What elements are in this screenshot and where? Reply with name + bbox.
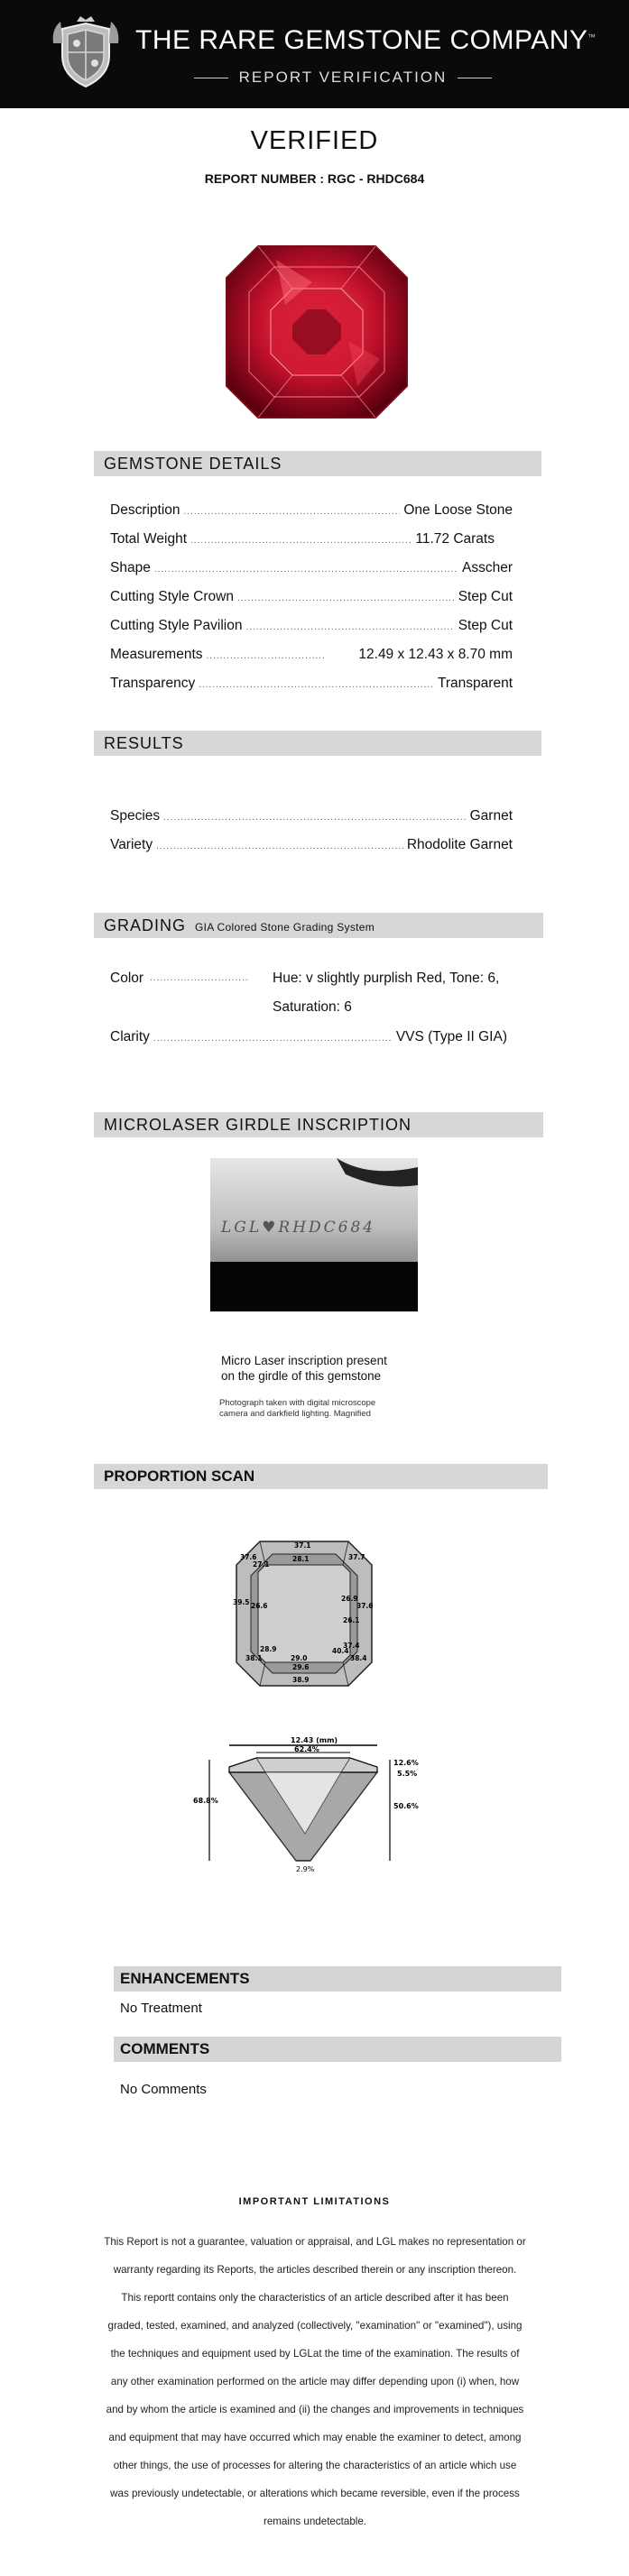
detail-value: Step Cut [458,618,513,633]
profile-width-label: 12.43 (mm) [291,1736,338,1744]
profile-proportion-diagram [193,1734,428,1874]
detail-value: Asscher [462,560,513,575]
detail-row-description [110,502,513,522]
microlaser-inscription-heading: MICROLASER GIRDLE INSCRIPTION [94,1112,543,1137]
crown-label: 37.6 [240,1553,257,1561]
report-verification-subtitle [194,69,492,87]
result-value: Garnet [469,808,513,823]
girdle-inscription-photo [210,1158,418,1311]
detail-label: Total Weight [110,531,188,547]
result-row-variety [110,837,513,857]
detail-value: 11.72 Carats [415,531,495,547]
crown-label: 38.9 [292,1676,310,1684]
detail-value: 12.49 x 12.43 x 8.70 mm [358,647,513,662]
result-label: Species [110,808,161,823]
company-name: THE RARE GEMSTONE COMPANY [135,25,588,55]
detail-row-transparency [110,676,513,695]
photo-note-line2: camera and darkfield lighting. Magnified [219,1409,371,1419]
photo-note-line1: Photograph taken with digital microscope [219,1398,376,1408]
grading-clarity-value: VVS (Type II GIA) [395,1029,507,1044]
crown-label: 40.4 [332,1647,349,1655]
crown-label: 26.6 [251,1602,268,1610]
detail-value: Step Cut [458,589,513,604]
detail-label: Cutting Style Pavilion [110,618,243,633]
detail-row-total-weight [110,531,513,551]
profile-crown-height-label: 12.6% [393,1759,419,1767]
enhancements-heading: ENHANCEMENTS [114,1966,561,1992]
trademark-symbol: ™ [587,32,596,41]
detail-row-measurements [110,647,513,667]
profile-table-label: 62.4% [294,1745,319,1753]
crown-label: 39.5 [233,1598,250,1606]
photo-note [219,1398,454,1420]
crown-label: 27.1 [253,1560,270,1569]
grading-system-name: GIA Colored Stone Grading System [195,921,375,934]
detail-label: Measurements [110,647,203,662]
subtitle-text: REPORT VERIFICATION [238,69,448,86]
crown-label: 26.9 [341,1595,358,1603]
crown-label: 26.1 [343,1616,360,1624]
detail-label: Shape [110,560,151,575]
detail-value: One Loose Stone [403,502,513,518]
grading-color-label: Color [110,971,144,986]
gemstone-photo [222,242,412,422]
header-band [0,0,629,108]
comments-value: No Comments [120,2082,207,2097]
detail-label: Cutting Style Crown [110,589,234,604]
crown-label: 29.6 [292,1663,310,1671]
detail-label: Description [110,502,180,518]
crown-label: 37.1 [294,1541,311,1550]
grading-color-value: Hue: v slightly purplish Red, Tone: 6, Saturation: 6 [273,971,500,1015]
crown-label: 38.1 [245,1654,263,1662]
profile-girdle-label: 5.5% [397,1770,418,1778]
inscription-caption [221,1353,447,1384]
inscription-caption-line2: on the girdle of this gemstone [221,1369,382,1383]
crown-label: 29.0 [291,1654,308,1662]
comments-heading: COMMENTS [114,2037,561,2062]
results-heading: RESULTS [94,731,541,756]
crown-label: 37.6 [356,1602,374,1610]
enhancements-value: No Treatment [120,2001,202,2016]
grading-heading-text: GRADING [104,916,187,934]
proportion-scan-heading: PROPORTION SCAN [94,1464,548,1489]
detail-row-cutting-style-pavilion [110,618,513,638]
profile-total-depth-label: 68.8% [193,1797,218,1805]
detail-label: Transparency [110,676,196,691]
detail-row-shape [110,560,513,580]
crown-label: 38.4 [350,1654,367,1662]
report-number: REPORT NUMBER : RGC - RHDC684 [204,171,425,186]
inscription-caption-line1: Micro Laser inscription present [221,1354,387,1367]
crown-label: 37.4 [343,1642,360,1650]
important-limitations-text: This Report is not a guarantee, valuation or appraisal, and LGL makes no representation or warranty regarding its Reports, the articles described therein or any inscription thereon. This reportt contains only the characteristics of an article described after it has been graded, tested, examined, and analyzed (collectively, "examination" or "examined"), using the techniques and equipment used by LGLat the time of the examination. The results of any other examination performed on the article may differ depending upon (i) when, how and by whom the article is examined and (ii) the changes and improvements in techniques and equipment that may have occurred which may enable the examiner to detect, among other things, the use of processes for altering the characteristics of an article which use was previously undetectable, or alterations which became reversible, even if the process remains undetectable. [104,2236,526,2527]
detail-row-cutting-style-crown [110,589,513,609]
result-label: Variety [110,837,153,852]
engraved-inscription-text: LGL♥RHDC684 [221,1219,376,1237]
gemstone-details-heading: GEMSTONE DETAILS [94,451,541,476]
important-limitations-heading: IMPORTANT LIMITATIONS [238,2196,391,2207]
result-row-species [110,808,513,828]
result-value: Rhodolite Garnet [406,837,513,852]
profile-culet-label: 2.9% [296,1865,315,1873]
company-crest-logo [50,16,122,90]
grading-clarity-label: Clarity [110,1029,150,1044]
detail-value: Transparent [438,676,513,691]
crown-label: 28.1 [292,1555,310,1563]
crown-facet-diagram [233,1538,375,1689]
grading-clarity-row [110,1029,507,1049]
grading-heading [94,913,543,938]
crown-label: 37.7 [348,1553,365,1561]
crown-label: 28.9 [260,1645,277,1653]
verification-status: VERIFIED [250,126,379,155]
profile-pavilion-depth-label: 50.6% [393,1802,419,1810]
